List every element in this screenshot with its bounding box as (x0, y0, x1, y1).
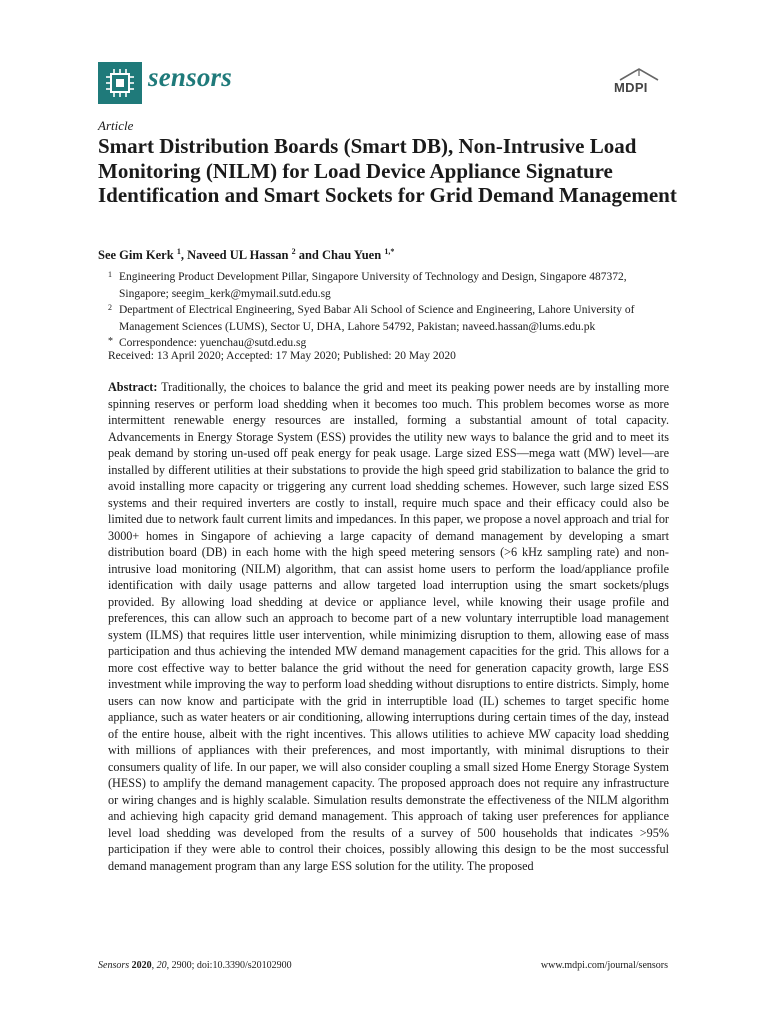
abstract-label: Abstract: (108, 380, 158, 394)
author-list: See Gim Kerk $^1$, Naveed UL Hassan $^2$ and Chau Yuen $^{1,*}$ (98, 247, 395, 263)
affiliation-marker: * (108, 336, 113, 347)
affiliation-list (98, 269, 678, 352)
footer-volume: 20 (156, 960, 167, 971)
abstract-text: Traditionally, the choices to balance the grid and meet its peaking power needs are by installing more spinning reserves or perform load shedding when it becomes too much. This problem becomes worse as more intermittent renewable energy resources are installed, forming a substantial amount of total capacity. Advancements in Energy Storage System (ESS) provides the utility new ways to balance the grid and to meet its peak demand by storing un-used off peak energy for peak usage. Large sized ESS—mega watt (MW) level—are installed by different utilities at their substations to provide the high speed grid stabilization to balance the grid to avoid installing more capacity or triggering any current load shedding schemes. However, such large sized ESS systems and their required inverters are costly to install, require much space and their efficacy could also be limited due to network fault current limits and impedances. In this paper, we propose a novel approach and trial for 3000+ homes in Singapore of achieving a large capacity of demand management by developing a smart distribution board (DB) in each home with the high speed metering sensors (>6 kHz sampling rate) and non-intrusive load monitoring (NILM) algorithm, that can assist home users to perform the load/appliance profile identification with daily usage patterns and allow targeted load interruption using the smart sockets/plugs provided. By allowing load shedding at device or appliance level, while knowing their usage profile and preferences, this can allow such an approach to become part of a new voluntary interruptible load management system (ILMS) that requires little user intervention, while minimizing disruption to them, allowing ease of mass participation and thus achieving the intended MW demand management capacities for the grid. This allows for a more cost effective way to better balance the grid without the need for generation capacity growth, large ESS investment while improving the way to perform load shedding without disruptions to entire districts. Simply, home users can now know and participate with the grid in interruptible load (IL) schemes to target specific home appliance, such as water heaters or air conditioning, allowing interruptions during certain times of the day, instead of the entire house, albeit with the right incentives. This allows utilities to achieve MW capacity load shedding with millions of appliances with their preferences, and most importantly, with minimal disruptions to their consumers quality of life. In our paper, we will also consider coupling a small sized Home Energy Storage System (HESS) to amplify the demand management capacity. The proposed approach does not require any infrastructure or wiring changes and is highly scalable. Simulation results demonstrate the effectiveness of the NILM algorithm and achieving high capacity grid demand management. This approach of taking user preferences for appliance level load shedding was developed from the results of a survey of 500 households that indicates >95% participation if they were able to control their choices, possibly allowing this design to be the most successful demand management program than any large ESS solution for the utility. The proposed (108, 380, 669, 873)
footer-journal: Sensors (98, 960, 130, 971)
publication-dates: Received: 13 April 2020; Accepted: 17 May 2020; Published: 20 May 2020 (108, 350, 456, 362)
citation-footer: Sensors 2020, 20, 2900; doi:10.3390/s20102900 (98, 960, 292, 971)
author-name: See Gim Kerk (98, 248, 174, 263)
affiliation-marker: 2 (108, 303, 112, 312)
affiliation (98, 269, 678, 302)
footer-year: 2020 (131, 960, 152, 971)
affiliation-marker: 1 (108, 270, 112, 279)
publisher-name: MDPI (614, 80, 648, 95)
chip-icon (98, 62, 142, 104)
author-affil-marker: 1,* (384, 247, 395, 256)
author-name: Naveed UL Hassan (187, 248, 289, 263)
journal-url[interactable]: www.mdpi.com/journal/sensors (540, 960, 668, 971)
correspondence-text: Correspondence: yuenchau@sutd.edu.sg (119, 337, 307, 349)
author-name: Chau Yuen (322, 248, 382, 263)
affiliation (98, 302, 678, 335)
affiliation-text: Department of Electrical Engineering, Syed Babar Ali School of Science and Engineering, Lahore University of Management Sciences (LUMS), Sector U, DHA, Lahore 54792, Pakistan; naveed.hassan@lums.edu.pk (119, 304, 635, 333)
footer-citation: , 2900; doi:10.3390/s20102900 (166, 960, 292, 971)
journal-name: sensors (148, 62, 232, 92)
journal-logo (98, 62, 142, 104)
author-affil-marker: 1 (176, 247, 181, 256)
paper-title: Smart Distribution Boards (Smart DB), Non-Intrusive Load Monitoring (NILM) for Load Device Appliance Signature Identification and Smart Sockets for Grid Demand Management (98, 134, 677, 207)
author-affil-marker: 2 (291, 247, 296, 256)
article-type: Article (98, 118, 134, 133)
affiliation-text: Engineering Product Development Pillar, Singapore University of Technology and Design, Singapore 487372, Singapore; seegim_kerk@mymail.sutd.edu.sg (119, 271, 627, 300)
abstract (108, 379, 669, 874)
